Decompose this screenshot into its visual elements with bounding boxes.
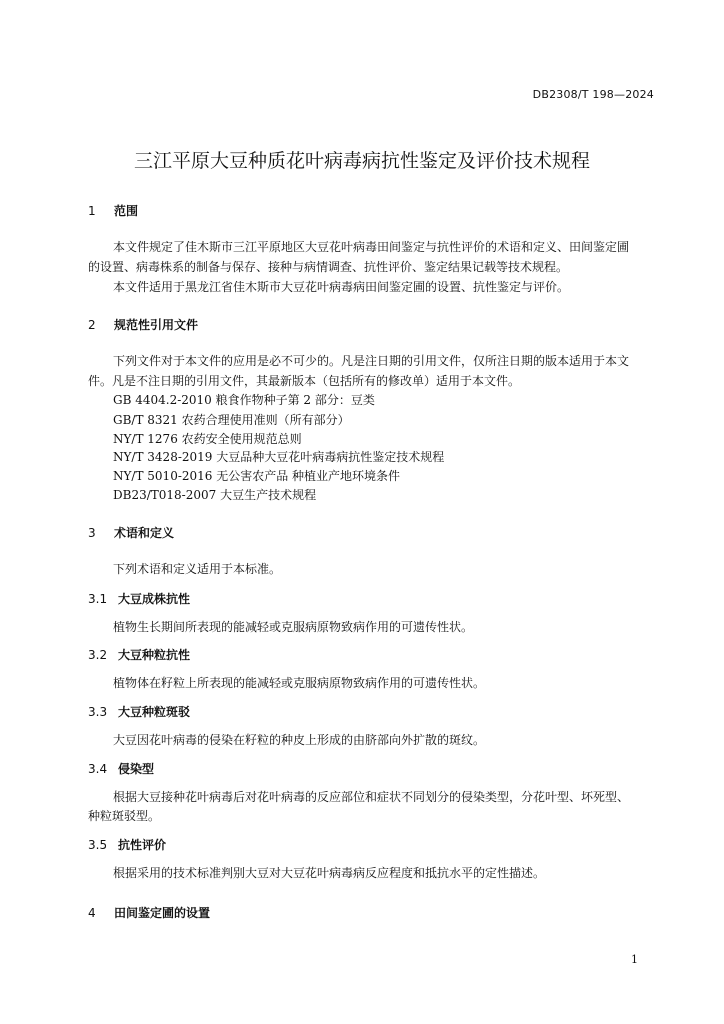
subsection-number: 3.1: [88, 592, 108, 606]
subsection-title: 大豆种粒斑驳: [118, 705, 191, 719]
definition-text: 种粒斑驳型。: [88, 809, 161, 823]
section-1-heading: [88, 202, 138, 219]
paragraph: 本文件适用于黑龙江省佳木斯市大豆花叶病毒病田间鉴定圃的设置、抗性鉴定与评价。: [113, 280, 570, 294]
definition-text: 大豆因花叶病毒的侵染在籽粒的种皮上形成的由脐部向外扩散的斑纹。: [113, 733, 486, 747]
subsection-title: 大豆种粒抗性: [118, 648, 191, 662]
paragraph: 件。凡是不注日期的引用文件，其最新版本（包括所有的修改单）适用于本文件。: [88, 374, 521, 388]
section-3-heading: [88, 524, 174, 541]
subsection-title: 抗性评价: [118, 838, 167, 852]
reference-item: GB/T 8321 农药合理使用准则（所有部分）: [113, 413, 350, 427]
definition-text: 植物生长期间所表现的能减轻或克服病原物致病作用的可遗传性状。: [113, 620, 474, 634]
section-title: 范围: [114, 204, 139, 218]
definition-text: 植物体在籽粒上所表现的能减轻或克服病原物致病作用的可遗传性状。: [113, 676, 486, 690]
subsection-3-4-heading: [88, 760, 154, 777]
page-title: 三江平原大豆种质花叶病毒病抗性鉴定及评价技术规程: [133, 150, 590, 172]
section-4-heading: [88, 904, 210, 921]
subsection-number: 3.5: [88, 838, 108, 852]
definition-text: 根据大豆接种花叶病毒后对花叶病毒的反应部位和症状不同划分的侵染类型，分花叶型、坏死型、: [113, 790, 630, 804]
subsection-3-5-heading: [88, 836, 166, 853]
section-number: 1: [88, 204, 96, 218]
paragraph: 下列术语和定义适用于本标准。: [113, 562, 282, 576]
paragraph: 下列文件对于本文件的应用是必不可少的。凡是注日期的引用文件，仅所注日期的版本适用于本文: [113, 354, 630, 368]
subsection-number: 3.2: [88, 648, 108, 662]
doc-code: DB2308/T 198—2024: [532, 88, 654, 101]
definition-text: 根据采用的技术标准判别大豆对大豆花叶病毒病反应程度和抵抗水平的定性描述。: [113, 866, 546, 880]
paragraph: 本文件规定了佳木斯市三江平原地区大豆花叶病毒田间鉴定与抗性评价的术语和定义、田间鉴定圃: [113, 240, 630, 254]
reference-item: NY/T 5010-2016 无公害农产品 种植业产地环境条件: [113, 469, 401, 483]
page-number: 1: [631, 953, 638, 966]
subsection-number: 3.3: [88, 705, 108, 719]
subsection-title: 大豆成株抗性: [118, 592, 191, 606]
section-number: 3: [88, 526, 96, 540]
reference-item: NY/T 3428-2019 大豆品种大豆花叶病毒病抗性鉴定技术规程: [113, 450, 445, 464]
section-2-heading: [88, 316, 198, 333]
section-title: 田间鉴定圃的设置: [114, 906, 211, 920]
subsection-title: 侵染型: [118, 762, 155, 776]
reference-item: DB23/T018-2007 大豆生产技术规程: [113, 488, 317, 502]
reference-item: NY/T 1276 农药安全使用规范总则: [113, 432, 302, 446]
subsection-3-1-heading: [88, 590, 190, 607]
section-title: 规范性引用文件: [114, 318, 199, 332]
subsection-3-2-heading: [88, 646, 190, 663]
reference-item: GB 4404.2-2010 粮食作物种子第 2 部分：豆类: [113, 393, 375, 407]
subsection-number: 3.4: [88, 762, 108, 776]
subsection-3-3-heading: [88, 703, 190, 720]
section-title: 术语和定义: [114, 526, 175, 540]
section-number: 4: [88, 906, 96, 920]
paragraph: 的设置、病毒株系的制备与保存、接种与病情调查、抗性评价、鉴定结果记载等技术规程。: [88, 260, 569, 274]
section-number: 2: [88, 318, 96, 332]
